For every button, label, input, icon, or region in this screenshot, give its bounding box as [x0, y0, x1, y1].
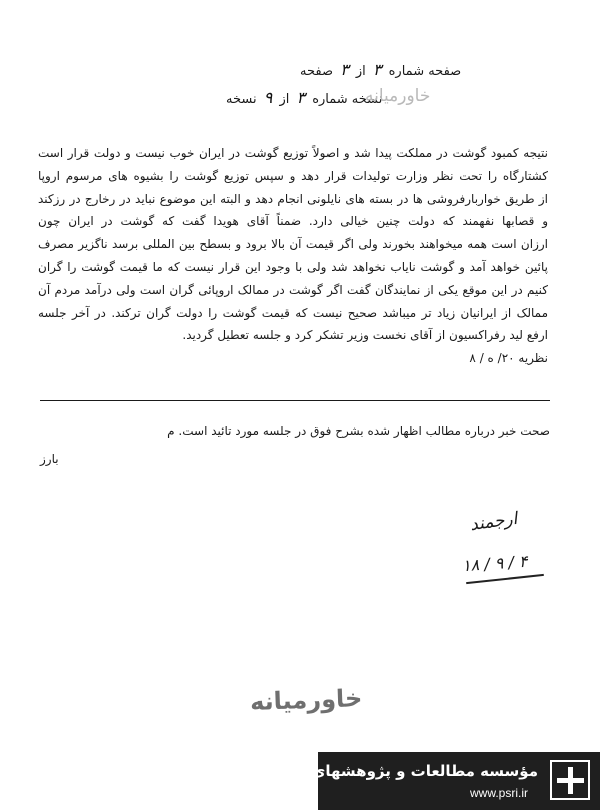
page-number-header: [300, 60, 461, 79]
body-line: ممالک از ایرانیان زیاد تر میباشد صحیح نیست که قیمت گوشت را دولت گران ترکند. در آخر جلسه: [38, 305, 548, 320]
body-line: ارزان است همه میخواهند بخورند ولی اگر قیمت آن بالا برود و بسطح بین المللی برسد ناگزیر مصرف: [38, 237, 548, 252]
signature-underline: [466, 574, 544, 584]
report-body: [38, 142, 548, 370]
archive-stamp: خاورمیانه: [249, 684, 363, 716]
page-of-label: از: [355, 64, 366, 79]
copy-label: نسخه شماره: [312, 92, 383, 107]
page-total: ۳: [340, 60, 349, 79]
institute-logo-icon: [550, 760, 590, 800]
copy-total: ۹: [263, 88, 273, 107]
divider-line: [40, 400, 550, 401]
copy-number-header: [226, 88, 382, 107]
page-label: صفحه شماره: [388, 64, 462, 79]
body-line: و قصابها نفهمند که دولت چنین خیالی دارد. ضمناً آقای هویدا گفت که گوشت در ایران چون: [38, 214, 548, 229]
body-line: کنیم در این موقع یکی از نمایندگان گفت اگر گوشت در ممالک اروپائی گران است ولی درآمد مردم آن: [38, 282, 548, 297]
page-suffix-label: صفحه: [300, 64, 333, 79]
institute-url: www.psri.ir: [469, 786, 528, 800]
body-line: کشتارگاه را تحت نظر وزارت تولیدات قرار دهد و سپس توزیع گوشت را بشیوه های مرسوم اروپا: [38, 168, 548, 183]
body-line: ارفع لید رفراکسیون از آقای نخست وزیر تشکر کرد و جلسه تعطیل گردید.: [182, 328, 548, 343]
page-number: ۳: [372, 60, 382, 79]
body-line: از طریق خواربارفروشی ها در بسته های نایلونی انجام دهد و البته این موضوع نباید در رخارج در رزکند: [38, 191, 548, 206]
institute-name: مؤسسه مطالعات و پژوهشهای سیاسی: [249, 762, 538, 780]
copy-of-label: از: [279, 92, 290, 107]
opinion-line: نظریه ۲۰/ ه / ۸: [469, 351, 548, 366]
confirmation-note: صحت خبر درباره مطالب اظهار شده بشرح فوق در جلسه مورد تائید است. م: [167, 424, 550, 438]
body-line: پائین خواهد آمد و گوشت نایاب نخواهد شد ولی با وجود این قرار نیست که ما قیمت گوشت را گران: [38, 259, 548, 274]
initials: بارز: [40, 452, 59, 466]
handwritten-signature: ارجمند: [468, 508, 519, 536]
copy-number: ۳: [296, 88, 306, 107]
institute-watermark: [249, 752, 600, 810]
body-line: نتیجه کمبود گوشت در مملکت پیدا شد و اصولاً توزیع گوشت در ایران خوب نیست و دولت قرار است: [38, 146, 548, 160]
handwritten-date: ۴ / ۹ / ۱۸: [461, 551, 529, 576]
copy-suffix-label: نسخه: [226, 92, 257, 107]
faded-stamp: خاورمیانه: [365, 86, 431, 106]
